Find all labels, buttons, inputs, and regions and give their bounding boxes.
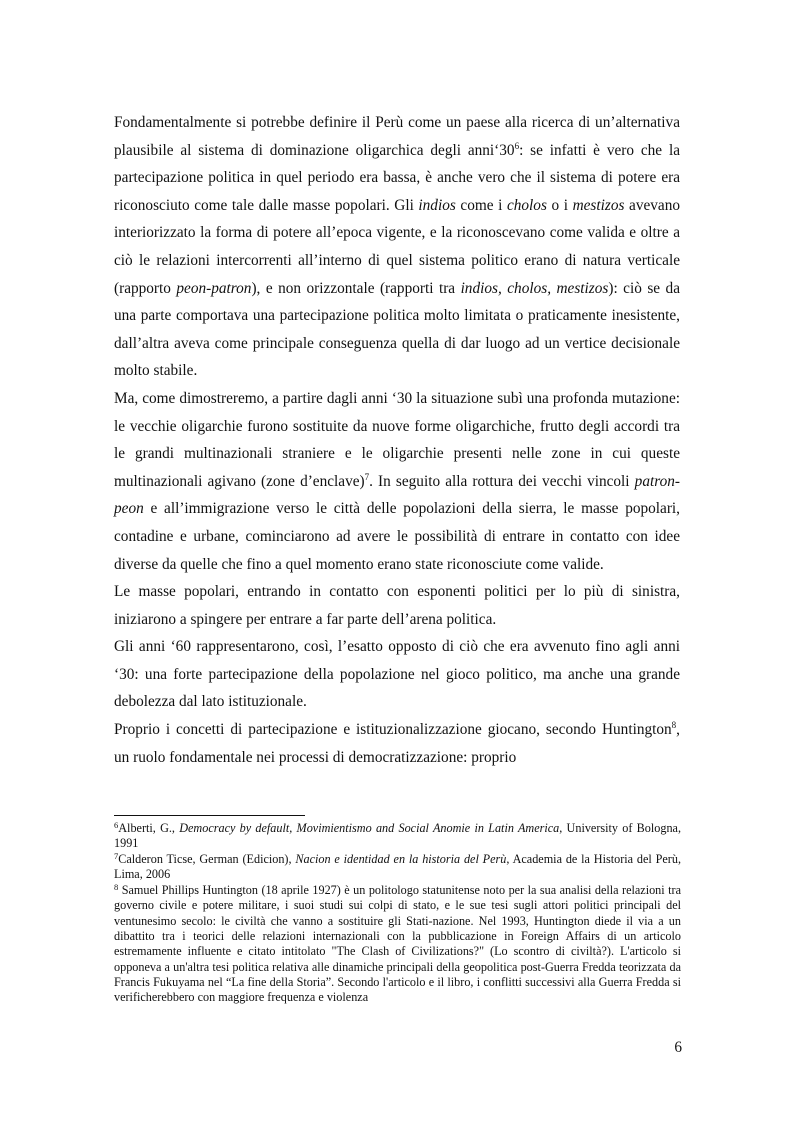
body-text <box>114 109 680 771</box>
footnote-7: $^7$Calderon Ticse, German (Edicion), Nacion e identidad en la historia del Perù, Academia de la Historia del Perù, Lima, 2006 <box>114 851 681 882</box>
page-number: 6 <box>674 1039 682 1056</box>
paragraph-4: Gli anni ‘60 rappresentarono, così, l’esatto opposto di ciò che era avvenuto fino agli anni ‘30: una forte partecipazione della popolazione nel gioco politico, ma anche una grande debolezza dal lato istituzionale. <box>114 638 680 711</box>
footnote-ref-7[interactable]: 7 <box>364 471 370 482</box>
footnote-6: $^6$Alberti, G., Democracy by default, Movimientismo and Social Anomie in Latin America, University of Bologna, 1991 <box>114 820 682 851</box>
footnote-ref-6[interactable]: 6 <box>514 140 520 151</box>
footnotes <box>114 821 681 1006</box>
footnote-number: 8 <box>114 882 119 893</box>
paragraph-3: Le masse popolari, entrando in contatto con esponenti politici per lo più di sinistra, iniziarono a spingere per entrare a far parte dell’arena politica. <box>114 583 680 628</box>
paragraph-2: Ma, come dimostreremo, a partire dagli anni ‘30 la situazione subì una profonda mutazione: le vecchie oligarchie furono sostituite da nuove forme oligarchiche, frutto degli accordi tra le grandi multinazionali straniere e le oligarchie presenti nelle zone in cui queste multinazionali agivano (zone d’enclave)$^7$. In seguito alla rottura dei vecchi vincoli patron-peon e all’immigrazione verso le città delle popolazioni della sierra, le masse popolari, contadine e urbane, cominciarono ad avere le possibilità di entrare in contatto con idee diverse da quelle che fino a quel momento erano state riconosciute come valide. <box>114 389 680 573</box>
footnote-number: 7 <box>114 851 119 862</box>
footnote-separator <box>114 815 305 816</box>
paragraph-1: Fondamentalmente si potrebbe definire il Perù come un paese alla ricerca di un’alternativa plausibile al sistema di dominazione oligarchica degli $anni‘30^6$: se infatti è vero che la partecipazione politica in quel periodo era bassa, è anche vero che il sistema di potere era riconosciuto come tale dalle masse popolari. Gli indios come i cholos o i mestizos avevano interiorizzato la forma di potere all’epoca vigente, e la riconoscevano come valida e oltre a ciò le relazioni intercorrenti all’interno di quel sistema politico erano di natura verticale (rapporto peon-patron), e non orizzontale (rapporti tra indios, cholos, mestizos): ciò se da una parte comportava una partecipazione politica molto limitata o praticamente inesistente, dall’altra aveva come principale conseguenza quella di dar luogo ad un vertice decisionale molto stabile. <box>114 114 680 380</box>
paragraph-5: Proprio i concetti di partecipazione e istituzionalizzazione giocano, secondo Huntington$^8$, un ruolo fondamentale nei processi di democratizzazione: proprio <box>114 720 680 766</box>
footnote-number: 6 <box>114 820 119 830</box>
footnote-8: $^8$ Samuel Phillips Huntington (18 aprile 1927) è un politologo statunitense noto per la sua analisi della relazioni tra governo civile e potere militare, i suoi studi sui colpi di stato, e le sue tesi sugli attori politici principali del ventunesimo secolo: le civiltà che vanno a sostituire gli Stati-nazione. Nel 1993, Huntington diede il via a un dibattito tra i teorici delle relazioni internazionali con la pubblicazione in Foreign Affairs di un articolo estremamente influente e citato intitolato "The Clash of Civilizations?" (Lo scontro di civiltà?). L'articolo si opponeva a un'altra tesi politica relativa alle dinamiche principali della geopolitica post-Guerra Fredda teorizzata da Francis Fukuyama nel “La fine della Storia”. Secondo l'articolo e il libro, i conflitti successivi alla Guerra Fredda si verificherebbero con maggiore frequenza e violenza <box>114 882 681 1005</box>
footnote-ref-8[interactable]: 8 <box>671 720 677 731</box>
